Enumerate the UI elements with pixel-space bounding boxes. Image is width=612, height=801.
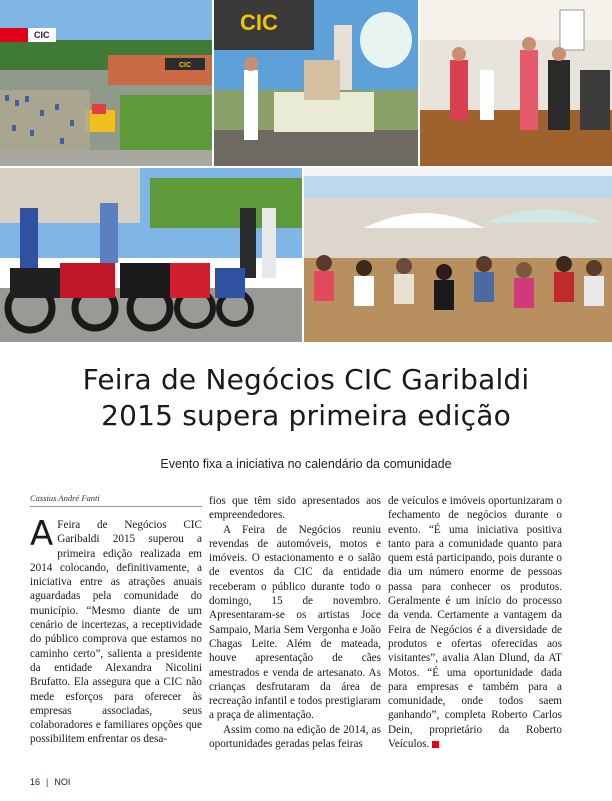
photo-indoor-exhibition	[420, 0, 612, 166]
article-subtitle: Evento fixa a iniciativa no calendário da comunidade	[160, 457, 452, 471]
column-1-paragraph-1-text: Feira de Negócios CIC Garibaldi 2015 superou a primeira edição realizada em 2014 colocando, definitivamente, a iniciativa entre as atrações anuais aguardadas pela comunidade do município. “Mesmo diante de um cenário de incertezas, a receptividade do público comprova que estamos no caminho certo”, salienta a presidente da entidade Alexandra Nicolini Brufatto. Ela assegura que a CIC não mede esforços para oferecer às empresas associadas, seus colaboradores e familiares opções que possibilitem enfrentar os desa-	[30, 519, 202, 746]
article-column-2	[209, 494, 381, 751]
section-tag-bar	[0, 28, 28, 42]
section-tag-label: CIC	[28, 28, 56, 42]
article-column-3	[388, 494, 562, 751]
article-byline: Cassius André Fanti	[30, 493, 202, 507]
page-number: 16	[30, 777, 41, 787]
column-2-paragraph-2: A Feira de Negócios reuniu revendas de automóveis, motos e imóveis. O estacionamento e o salão de eventos da CIC da entidade receberam o público durante todo o domingo, 15 de novembro. Apresentaram-se os artistas Joce Sampaio, Maria Sem Vergonha e João Chagas Leite. Além de mateada, houve apresentação de cães amestrados e venda de artesanato. As crianças desfrutaram da área de recreação infantil e todos prestigiaram a praça de alimentação.	[209, 523, 381, 722]
photo-aerial-event-grounds	[0, 0, 212, 166]
section-tag	[0, 28, 56, 42]
column-3-paragraph-1	[388, 494, 562, 751]
article-title-line-1: Feira de Negócios CIC Garibaldi	[82, 363, 530, 396]
photo2-sign: CIC	[240, 10, 278, 35]
magazine-name: NOI	[54, 777, 71, 787]
page-footer	[30, 777, 70, 787]
drop-cap: A	[30, 514, 54, 554]
column-3-paragraph-1-text: de veículos e imóveis oportunizaram o fechamento de negócios durante o evento. “É uma iniciativa positiva tanto para a comunidade quanto para quem está participando, pois durante o dia um número enorme de pessoas passa para conhecer os produtos. Geralmente é um início do processo da venda. Certamente a vantagem da Feira de Negócios é a diversidade de produtos e ofertas oferecidas aos visitantes”, avalia Alan Dlund, da AT Motos. “É uma oportunidade dada para empresas e também para a comunidade, onde todos saem ganhando”, completa Roberto Carlos Dein, proprietário da Roberto Veículos.	[388, 495, 562, 751]
column-1-paragraph-1	[30, 514, 202, 747]
footer-separator: |	[46, 777, 49, 787]
photo1-sign: CIC	[178, 62, 192, 69]
article-column-1	[30, 514, 202, 747]
article-title-line-2: 2015 supera primeira edição	[101, 399, 511, 432]
photo-motorcycles-display	[0, 168, 302, 342]
photo-crowd-tents	[304, 168, 612, 342]
photo-stage-cic-sign	[214, 0, 418, 166]
article-title	[30, 362, 582, 434]
end-of-article-icon	[432, 741, 439, 748]
column-2-paragraph-3: Assim como na edição de 2014, as oportunidades geradas pelas feiras	[209, 723, 381, 751]
column-2-paragraph-1: fios que têm sido apresentados aos empreendedores.	[209, 495, 381, 522]
